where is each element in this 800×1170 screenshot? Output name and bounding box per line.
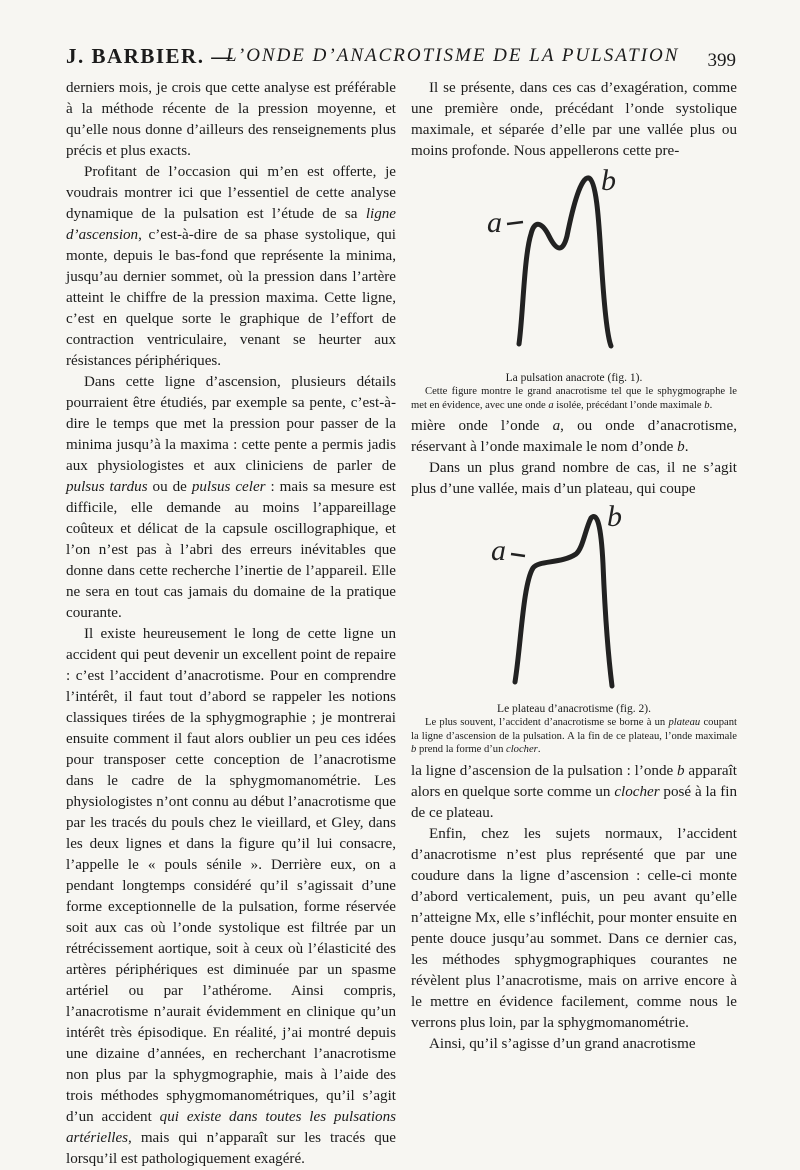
- running-title: L’ONDE D’ANACROTISME DE LA PULSATION: [226, 45, 680, 66]
- figure-caption: La pulsation anacrote (fig. 1).: [505, 372, 643, 384]
- figure-1: [411, 166, 737, 412]
- emphasis: b: [411, 744, 417, 755]
- label-a: a: [491, 534, 506, 567]
- figure-2: [411, 504, 737, 757]
- emphasis: pulsus celer: [191, 479, 266, 495]
- emphasis: clocher: [614, 783, 660, 800]
- emphasis: ligne d’ascension: [66, 206, 396, 243]
- pulse-curve-figure-1: [411, 166, 737, 371]
- text-run: mière onde l’onde: [411, 418, 553, 434]
- emphasis: pulsus tardus: [66, 479, 148, 495]
- figure-description: [411, 716, 737, 757]
- text-run: posé à la fin de ce plateau.: [411, 783, 737, 821]
- emphasis: qui existe dans toutes les pulsations artérielles: [66, 1109, 396, 1146]
- pulse-curve-line: [519, 178, 611, 346]
- left-column: [66, 78, 396, 1170]
- text-run: .: [537, 744, 541, 755]
- paragraph: [411, 416, 737, 458]
- text-run: Profitant de l’occasion qui m’en est offerte, je voudrais montrer ici que l’essentiel de cette analyse dynamique de la pulsation est l’étude de sa: [66, 164, 396, 222]
- emphasis: b: [677, 762, 685, 779]
- text-run: .: [709, 399, 713, 411]
- right-column: [411, 78, 737, 1055]
- paragraph: [66, 624, 396, 1170]
- paragraph: [66, 162, 396, 372]
- label-b: b: [601, 166, 616, 197]
- text-run: Dans cette ligne d’ascension, plusieurs détails pourraient être étudiés, par exemple sa pente, c’est-à-dire le temps que met la pression pour passer de la minima jusqu’à la maxima : cette pente a permis jadis aux physiologistes et aux cliniciens de parler de: [66, 374, 396, 474]
- label-a-dash: [507, 222, 523, 224]
- emphasis: clocher: [506, 744, 538, 755]
- emphasis: b: [704, 399, 710, 411]
- figure-description: [411, 385, 737, 412]
- paragraph: Dans un plus grand nombre de cas, il ne s’agit plus d’une vallée, mais d’un plateau, qui coupe: [411, 460, 737, 497]
- pulse-curve-line: [515, 517, 612, 686]
- label-a: a: [487, 206, 502, 239]
- emphasis: a: [552, 418, 561, 434]
- figure-caption: Le plateau d’anacrotisme (fig. 2).: [497, 703, 651, 715]
- paragraph: [66, 372, 396, 624]
- text-run: apparaît alors en quelque sorte comme un: [411, 762, 737, 800]
- paragraph: [411, 761, 737, 824]
- text-run: Il existe heureusement le long de cette ligne un accident qui peut devenir un excellent point de repaire : c’est l’accident d’anacrotisme. Pour en comprendre l’intérêt, il faut tout d’abord se rappeler les notions classiques tirées de la sphygmographie ; je montrerai ensuite comment il faut alors oublier un peu ces idées pour transposer cette conception de l’anacrotisme dans le cadre de la sphygmomanométrie. Les physiologistes n’ont connu au début l’anacrotisme que par les tracés du pouls chez le vieillard, et Gley, dans les deux lignes et dans la figure qu’il lui consacre, l’appelle le « pouls sénile ». Derrière eux, on a pendant longtemps considéré qu’il s’agissait d’une forme exceptionnelle de la pulsation, forme réservée soit aux cas où l’onde systolique est filtrée par un rétrécissement aortique, soit à ceux où l’élasticité des artères périphériques est diminuée par un spasme artériel ou par l’athérome. Ainsi compris, l’anacrotisme n’aurait évidemment en clinique qu’un intérêt très épisodique. En réalité, j’ai montré depuis une dizaine d’années, en recherchant l’anacrotisme non plus par la sphygmographie, mais à l’aide des trois méthodes sphygmomanométriques, qu’il s’agit d’un accident: [66, 626, 396, 1125]
- text-run: isolée, précédant l’onde maximale: [553, 399, 705, 411]
- text-run: , ou onde d’anacrotisme, réservant à l’onde maximale le nom d’onde: [411, 418, 737, 455]
- label-a-dash: [511, 554, 525, 556]
- running-author: J. BARBIER. —: [66, 44, 234, 68]
- text-run: coupant la ligne d’ascension de la pulsation. A la fin de ce plateau, l’onde maximale: [411, 717, 737, 742]
- label-b: b: [607, 504, 622, 533]
- text-run: Cette figure montre le grand anacrotisme tel que le sphygmographe le met en évidence, avec une onde: [411, 386, 737, 411]
- text-run: .: [684, 439, 689, 455]
- paragraph: Ainsi, qu’il s’agisse d’un grand anacrotisme: [429, 1035, 696, 1052]
- paragraph: Enfin, chez les sujets normaux, l’accident d’anacrotisme n’est plus représenté que par une coudure dans la ligne d’ascension : celle-ci monte d’abord verticalement, puis, un peu avant qu’elle n’atteigne Mx, elle s’infléchit, pour monter ensuite en pente douce jusqu’au sommet. Dans ce dernier cas, les méthodes sphygmographiques courantes ne révèlent plus l’anacrotisme, mais on arrive encore à le mettre en évidence facilement, comme nous le verrons plus loin, par la sphygmomanométrie.: [411, 825, 737, 1031]
- paragraph: Il se présente, dans ces cas d’exagération, comme une première onde, précédant l’onde systolique maximale, et séparée d’elle par une vallée plus ou moins profonde. Nous appellerons cette pre-: [411, 80, 737, 159]
- emphasis: plateau: [668, 717, 701, 728]
- emphasis: a: [548, 399, 554, 411]
- text-run: , c’est-à-dire de sa phase systolique, qui monte, depuis le bas-fond que représente la minima, jusqu’au dernier sommet, où la pression dans l’artère atteint le chiffre de la pression maxima. Cette ligne, c’est en quelque sorte le graphique de l’effort de contraction ventriculaire, venant se heurter aux résistances périphériques.: [66, 227, 396, 369]
- text-run: , mais qui n’apparaît sur les tracés que lorsqu’il est pathologiquement exagéré.: [66, 1130, 396, 1167]
- text-run: la ligne d’ascension de la pulsation : l’onde: [411, 762, 678, 779]
- page-number: 399: [707, 50, 736, 71]
- page-header: [66, 44, 736, 74]
- text-run: ou de: [147, 479, 192, 495]
- text-run: prend la forme d’un: [416, 744, 507, 755]
- pulse-curve-figure-2: [411, 504, 737, 702]
- text-run: : mais sa mesure est difficile, elle demande au moins l’appareillage coûteux et délicat de la capsule oscillographique, et l’on n’est pas à l’abri des erreurs inévitables que donne dans cette recherche l’inertie de l’appareil. Elle ne sera en tout cas jamais du domaine de la pratique courante.: [66, 479, 396, 621]
- emphasis: b: [677, 439, 685, 455]
- text-run: Le plus souvent, l’accident d’anacrotisme se borne à un: [425, 717, 669, 728]
- paragraph: derniers mois, je crois que cette analyse est préférable à la méthode récente de la pression moyenne, et qu’elle nous donne d’ailleurs des renseignements plus précis et plus exacts.: [66, 80, 396, 159]
